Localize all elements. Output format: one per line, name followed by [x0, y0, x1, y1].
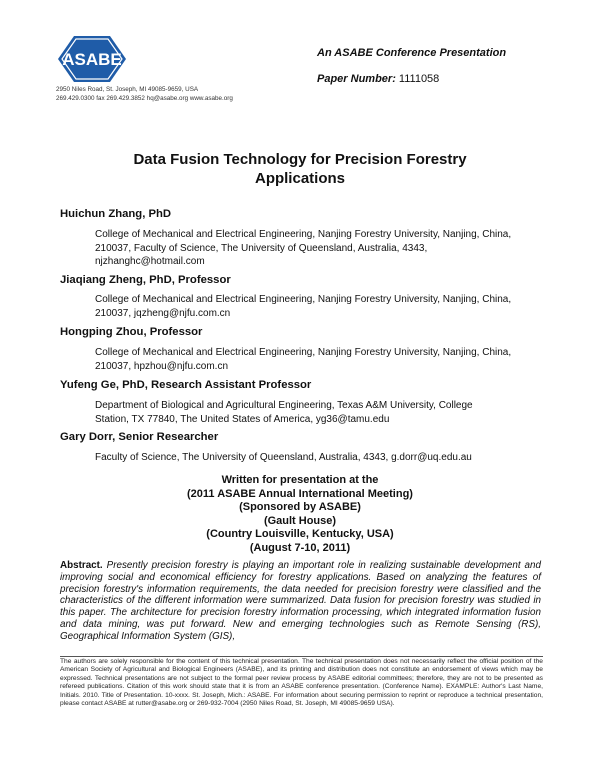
affiliation-line: njzhanghc@hotmail.com: [95, 256, 205, 267]
venue-line: (Country Louisville, Kentucky, USA): [206, 528, 394, 540]
title-line: Applications: [254, 170, 345, 187]
author-affiliation: [95, 451, 550, 465]
paper-number-value: 1111058: [398, 73, 440, 85]
author-affiliation: [95, 399, 550, 426]
logo-text: ASABE: [62, 50, 122, 69]
footer-disclaimer: The authors are solely responsible for the content of this technical presentation. The technical presentation does not necessarily reflect the official position of the American Society of Agricultural and Biological Engineers (ASABE), and its printing and distribution does not constitute an endorsement of views which may be expressed. Technical presentations are not subject to the formal peer review process by ASABE editorial committees; therefore, they are not to be presented as refereed publications. Citation of this work should state that it is from an ASABE conference presentation. (Conference Name). EXAMPLE: Author's Last Name, Initials. 2010. Title of Presentation. 10-xxxx. St. Joseph, Mich.: ASABE. For information about securing permission to reprint or reproduce a technical presentation, please contact ASABE at rutter@asabe.org or 269-932-7004 (2950 Niles Road, St. Joseph, MI 49085-9659 USA).: [60, 658, 543, 708]
affiliation-line: College of Mechanical and Electrical Engineering, Nanjing Forestry University, Nanjing, China,: [95, 229, 512, 240]
affiliation-line: 210037, jqzheng@njfu.com.cn: [95, 307, 231, 319]
presentation-venue: [60, 474, 540, 555]
author-affiliation: [95, 293, 550, 320]
venue-line: (Gault House): [263, 514, 337, 527]
affiliation-line: College of Mechanical and Electrical Engineering, Nanjing Forestry University, Nanjing, China,: [95, 347, 512, 358]
author-name: Huichun Zhang, PhD: [60, 208, 172, 220]
venue-line: (2011 ASABE Annual International Meeting): [187, 487, 413, 500]
title-line: Data Fusion Technology for Precision Forestry: [133, 151, 467, 168]
address-line: 2950 Niles Road, St. Joseph, MI 49085-9659, USA: [56, 86, 199, 93]
footer-divider: [60, 656, 543, 657]
asabe-logo: [58, 36, 126, 82]
author-name: Yufeng Ge, PhD, Research Assistant Professor: [60, 379, 312, 391]
paper-number: [317, 73, 439, 85]
author-affiliation: [95, 346, 550, 373]
author-name: Gary Dorr, Senior Researcher: [60, 431, 219, 443]
venue-line: Written for presentation at the: [221, 474, 379, 486]
conference-label: An ASABE Conference Presentation: [317, 47, 507, 59]
abstract: [60, 560, 541, 643]
abstract-text: Presently precision forestry is playing an important role in realizing sustainable development and improving social and economical efficiency for forestry applications. Based on analyzing the features of precision forestry's information requirements, the data needed for precision forestry were classified and the characteristics of the different information were summarized. Data fusion for precision forestry was studied in this paper. The architecture for precision forestry information processing, which integrated information fusion and data mining, was put forward. New and emerging technologies such as Remote Sensing (RS), Geographical Information System (GIS),: [60, 560, 541, 642]
author-affiliation: [95, 228, 550, 269]
author-name: Hongping Zhou, Professor: [60, 326, 203, 338]
society-address: [56, 86, 233, 103]
venue-line: (Sponsored by ASABE): [239, 501, 361, 513]
address-line: 269.429.0300 fax 269.429.3852 hq@asabe.org www.asabe.org: [56, 94, 233, 102]
abstract-label: Abstract.: [60, 560, 103, 571]
venue-line: (August 7-10, 2011): [249, 541, 351, 554]
affiliation-line: 210037, Faculty of Science, The University of Queensland, Australia, 4343,: [95, 242, 428, 254]
author-name: Jiaqiang Zheng, PhD, Professor: [60, 274, 231, 286]
affiliation-line: Station, TX 77840, The United States of America, yg36@tamu.edu: [95, 413, 390, 425]
paper-number-label: Paper Number:: [317, 73, 396, 85]
affiliation-line: College of Mechanical and Electrical Engineering, Nanjing Forestry University, Nanjing, China,: [95, 294, 512, 305]
affiliation-line: Department of Biological and Agricultural Engineering, Texas A&M University, College: [95, 400, 473, 411]
affiliation-line: Faculty of Science, The University of Queensland, Australia, 4343, g.dorr@uq.edu.au: [95, 452, 472, 463]
paper-title: [60, 150, 540, 188]
affiliation-line: 210037, hpzhou@njfu.com.cn: [95, 360, 229, 372]
